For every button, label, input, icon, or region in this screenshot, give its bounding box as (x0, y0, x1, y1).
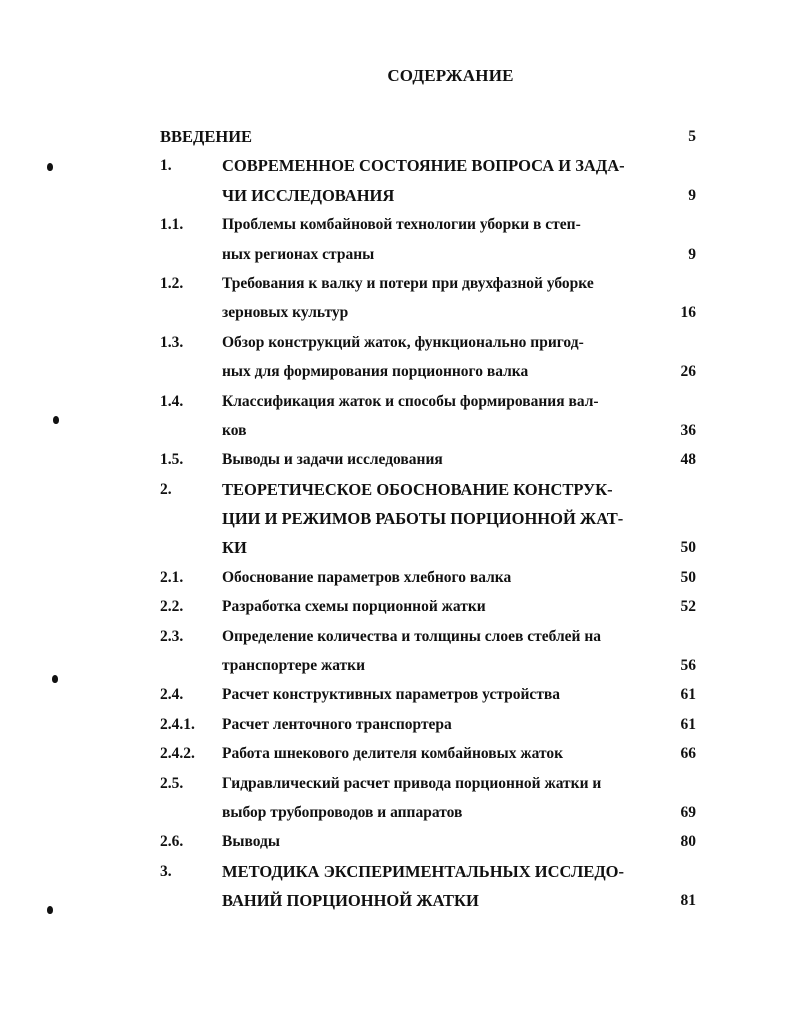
toc-row (160, 651, 700, 680)
toc-row (160, 798, 700, 827)
toc-number: 3. (160, 862, 172, 880)
toc-row (160, 533, 700, 562)
scan-mark-1 (47, 163, 53, 171)
toc-row (160, 504, 700, 533)
toc-page-number: 56 (680, 657, 696, 675)
toc-row (160, 357, 700, 386)
toc-number: 1. (160, 157, 172, 175)
toc-row (160, 680, 700, 709)
scan-mark-2 (53, 416, 59, 424)
toc-number: 2.4.2. (160, 745, 195, 763)
toc-entry-text: ных регионах страны (222, 245, 375, 263)
toc-entry-text: ЧИ ИССЛЕДОВАНИЯ (222, 185, 395, 205)
page-title: СОДЕРЖАНИЕ (387, 66, 514, 85)
toc-number: 2.4. (160, 686, 184, 704)
toc-row (160, 769, 700, 798)
toc-entry-text: Работа шнекового делителя комбайновых жаток (222, 745, 564, 763)
toc-page-number: 61 (680, 715, 696, 733)
toc-entry-text: выбор трубопроводов и аппаратов (222, 803, 463, 821)
toc-row (160, 739, 700, 768)
toc-entry-text: Обзор конструкций жаток, функционально пригод- (222, 333, 584, 351)
toc-number: 1.1. (160, 216, 184, 234)
toc-number: 2.4.1. (160, 715, 195, 733)
toc-entry-text: КИ (222, 538, 247, 558)
toc-entry-text: Выводы и задачи исследования (222, 451, 443, 469)
toc-number: 2.1. (160, 568, 184, 586)
toc-number: 2.5. (160, 774, 184, 792)
toc-page-number: 50 (680, 539, 696, 557)
toc-row (160, 181, 700, 210)
toc-entry-text: Обоснование параметров хлебного валка (222, 568, 512, 586)
toc-row (160, 622, 700, 651)
toc-number: 1.2. (160, 274, 184, 292)
toc-entry-text: Проблемы комбайновой технологии уборки в степ- (222, 216, 581, 234)
toc-entry-text: Разработка схемы порционной жатки (222, 598, 486, 616)
toc-page-number: 80 (680, 833, 696, 851)
toc-entry-text: ков (222, 421, 247, 439)
toc-number: 2. (160, 480, 172, 498)
toc-number: 2.2. (160, 598, 184, 616)
toc-entry-text: СОВРЕМЕННОЕ СОСТОЯНИЕ ВОПРОСА И ЗАДА- (222, 156, 625, 176)
toc-entry-text: ТЕОРЕТИЧЕСКОЕ ОБОСНОВАНИЕ КОНСТРУК- (222, 479, 613, 499)
toc-page-number: 5 (688, 128, 696, 145)
toc-page-number: 26 (680, 363, 696, 381)
toc-row (160, 710, 700, 739)
toc-number: 1.5. (160, 451, 184, 469)
toc-number: 2.6. (160, 833, 184, 851)
toc-row (160, 445, 700, 474)
toc-row (160, 269, 700, 298)
toc-number: 2.3. (160, 627, 184, 645)
toc-row (160, 416, 700, 445)
table-of-contents (160, 122, 700, 916)
toc-row (160, 475, 700, 504)
toc-row (160, 857, 700, 886)
toc-number: 1.4. (160, 392, 184, 410)
toc-page-number: 52 (680, 598, 696, 616)
toc-entry-text: ЦИИ И РЕЖИМОВ РАБОТЫ ПОРЦИОННОЙ ЖАТ- (222, 509, 624, 529)
toc-row (160, 210, 700, 239)
toc-entry-text: ВАНИЙ ПОРЦИОННОЙ ЖАТКИ (222, 891, 479, 911)
toc-page-number: 48 (680, 451, 696, 469)
toc-entry-text: Расчет конструктивных параметров устройства (222, 686, 561, 704)
toc-page-number: 9 (688, 186, 696, 204)
toc-row (160, 827, 700, 856)
toc-entry-text: МЕТОДИКА ЭКСПЕРИМЕНТАЛЬНЫХ ИССЛЕДО- (222, 861, 625, 881)
toc-entry-text: Требования к валку и потери при двухфазной уборке (222, 274, 594, 292)
toc-page-number: 81 (680, 892, 696, 910)
toc-entry-text: транспортере жатки (222, 657, 366, 675)
toc-number: ВВЕДЕНИЕ (160, 127, 253, 146)
toc-page-number: 69 (680, 803, 696, 821)
toc-page-number: 9 (688, 245, 696, 263)
toc-row (160, 151, 700, 180)
toc-row (160, 298, 700, 327)
toc-row (160, 240, 700, 269)
toc-row (160, 328, 700, 357)
toc-entry-text: Расчет ленточного транспортера (222, 715, 452, 733)
toc-row (160, 387, 700, 416)
toc-entry-text: зерновых культур (222, 304, 349, 322)
toc-entry-text: Выводы (222, 833, 280, 851)
toc-entry-text: ных для формирования порционного валка (222, 363, 529, 381)
toc-page-number: 50 (680, 568, 696, 586)
toc-page-number: 66 (680, 745, 696, 763)
toc-page-number: 36 (680, 421, 696, 439)
scan-mark-3 (52, 675, 58, 683)
toc-entry-text: Определение количества и толщины слоев стеблей на (222, 627, 602, 645)
toc-row (160, 122, 700, 151)
toc-entry-text: Гидравлический расчет привода порционной жатки и (222, 774, 602, 792)
scan-mark-4 (47, 906, 53, 914)
toc-row (160, 563, 700, 592)
toc-entry-text: Классификация жаток и способы формирования вал- (222, 392, 599, 410)
toc-row (160, 592, 700, 621)
toc-page-number: 61 (680, 686, 696, 704)
toc-page-number: 16 (680, 304, 696, 322)
toc-row (160, 886, 700, 915)
toc-number: 1.3. (160, 333, 184, 351)
